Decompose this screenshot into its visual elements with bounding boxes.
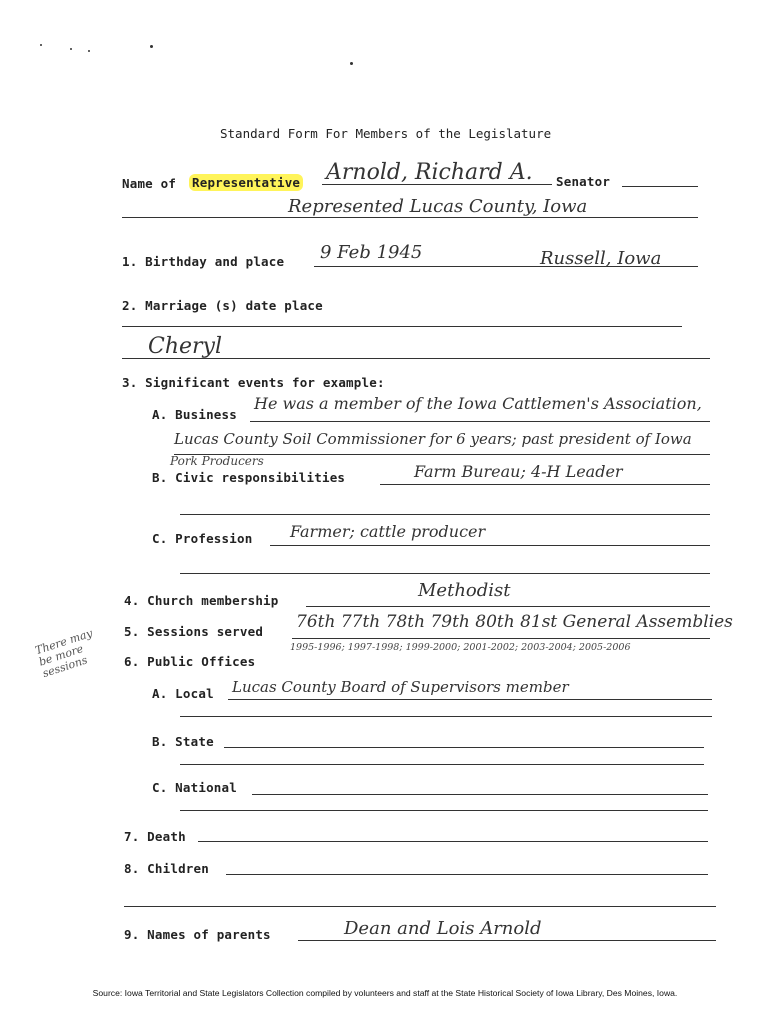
scan-speck [350,62,353,65]
spouse-line [122,358,710,359]
national-line [252,794,708,795]
birthday-line [314,266,698,267]
business-line-1 [250,421,710,422]
national-label: C. National [152,780,237,795]
local-label: A. Local [152,686,214,701]
business-value-1: He was a member of the Iowa Cattlemen's Association, [254,394,702,413]
parents-label: 9. Names of parents [124,927,271,942]
name-line [322,184,552,185]
profession-value: Farmer; cattle producer [290,522,486,541]
civic-value: Farm Bureau; 4-H Leader [414,462,623,481]
children-line-2 [124,906,716,907]
scan-speck [70,48,72,50]
national-line-2 [180,810,708,811]
business-value-2: Lucas County Soil Commissioner for 6 years; past president of Iowa [174,430,692,448]
local-line-2 [180,716,712,717]
birth-place-value: Russell, Iowa [540,248,662,269]
state-label: B. State [152,734,214,749]
sessions-value: 76th 77th 78th 79th 80th 81st General Assemblies [296,612,733,632]
name-value: Arnold, Richard A. [326,160,533,185]
death-line [198,841,708,842]
business-label: A. Business [152,407,237,422]
senator-label: Senator [556,174,611,189]
parents-value: Dean and Lois Arnold [344,918,542,939]
parents-line [298,940,716,941]
name-of-label: Name of [122,176,177,191]
represented-value: Represented Lucas County, Iowa [288,196,588,217]
profession-line-2 [180,573,710,574]
significant-events-label: 3. Significant events for example: [122,375,385,390]
church-line [306,606,710,607]
scan-speck [150,45,153,48]
civic-line [380,484,710,485]
source-footer: Source: Iowa Territorial and State Legislators Collection compiled by volunteers and staff at the State Historical Society of Iowa Library, Des Moines, Iowa. [92,988,678,998]
death-label: 7. Death [124,829,186,844]
public-offices-label: 6. Public Offices [124,654,256,669]
sessions-years: 1995-1996; 1997-1998; 1999-2000; 2001-2002; 2003-2004; 2005-2006 [290,642,631,653]
local-value: Lucas County Board of Supervisors member [232,678,569,696]
civic-line-2 [180,514,710,515]
church-value: Methodist [418,580,511,601]
birthday-label: 1. Birthday and place [122,254,285,269]
civic-label: B. Civic responsibilities [152,470,346,485]
scan-speck [88,50,90,52]
local-line [228,699,712,700]
business-value-3: Pork Producers [170,454,264,468]
state-line [224,747,704,748]
children-label: 8. Children [124,861,209,876]
form-title: Standard Form For Members of the Legislature [220,126,552,141]
representative-label: Representative [189,174,303,191]
name-second-line [122,217,698,218]
children-line [226,874,708,875]
profession-line [270,545,710,546]
birthday-value: 9 Feb 1945 [320,242,423,263]
margin-note-text: There may be more sessions [33,626,95,681]
state-line-2 [180,764,704,765]
church-label: 4. Church membership [124,593,279,608]
marriage-label: 2. Marriage (s) date place [122,298,323,313]
marriage-line [122,326,682,327]
senator-line [622,186,698,187]
scan-speck [40,44,42,46]
sessions-label: 5. Sessions served [124,624,264,639]
spouse-value: Cheryl [148,334,223,359]
sessions-line [292,638,710,639]
profession-label: C. Profession [152,531,253,546]
